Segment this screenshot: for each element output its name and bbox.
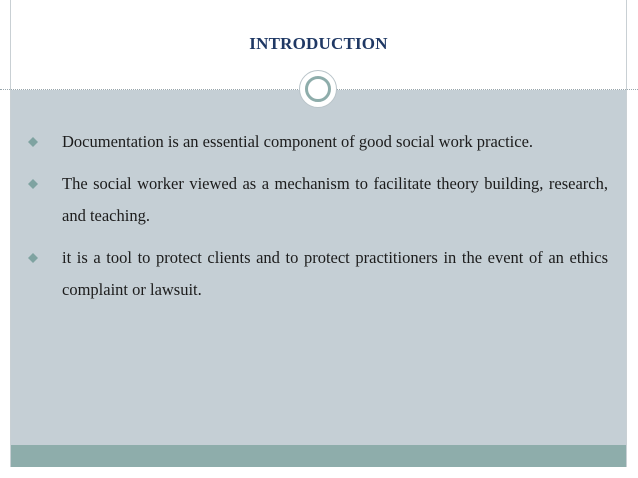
diamond-bullet-icon bbox=[28, 253, 38, 263]
bullet-item bbox=[26, 168, 608, 232]
bullet-item bbox=[26, 126, 608, 158]
bullet-text: it is a tool to protect clients and to protect practitioners in the event of an ethics complaint or lawsuit. bbox=[62, 248, 608, 299]
bullet-item bbox=[26, 242, 608, 306]
footer-band bbox=[11, 445, 626, 467]
diamond-bullet-icon bbox=[28, 179, 38, 189]
diamond-bullet-icon bbox=[28, 137, 38, 147]
slide-title: INTRODUCTION bbox=[249, 34, 388, 53]
circle-ornament-icon bbox=[299, 70, 337, 108]
bullet-text: Documentation is an essential component of good social work practice. bbox=[62, 132, 534, 151]
bullet-text: The social worker viewed as a mechanism to facilitate theory building, research, and teaching. bbox=[62, 174, 608, 225]
ornament-ring bbox=[305, 76, 331, 102]
bullet-list bbox=[26, 126, 608, 316]
